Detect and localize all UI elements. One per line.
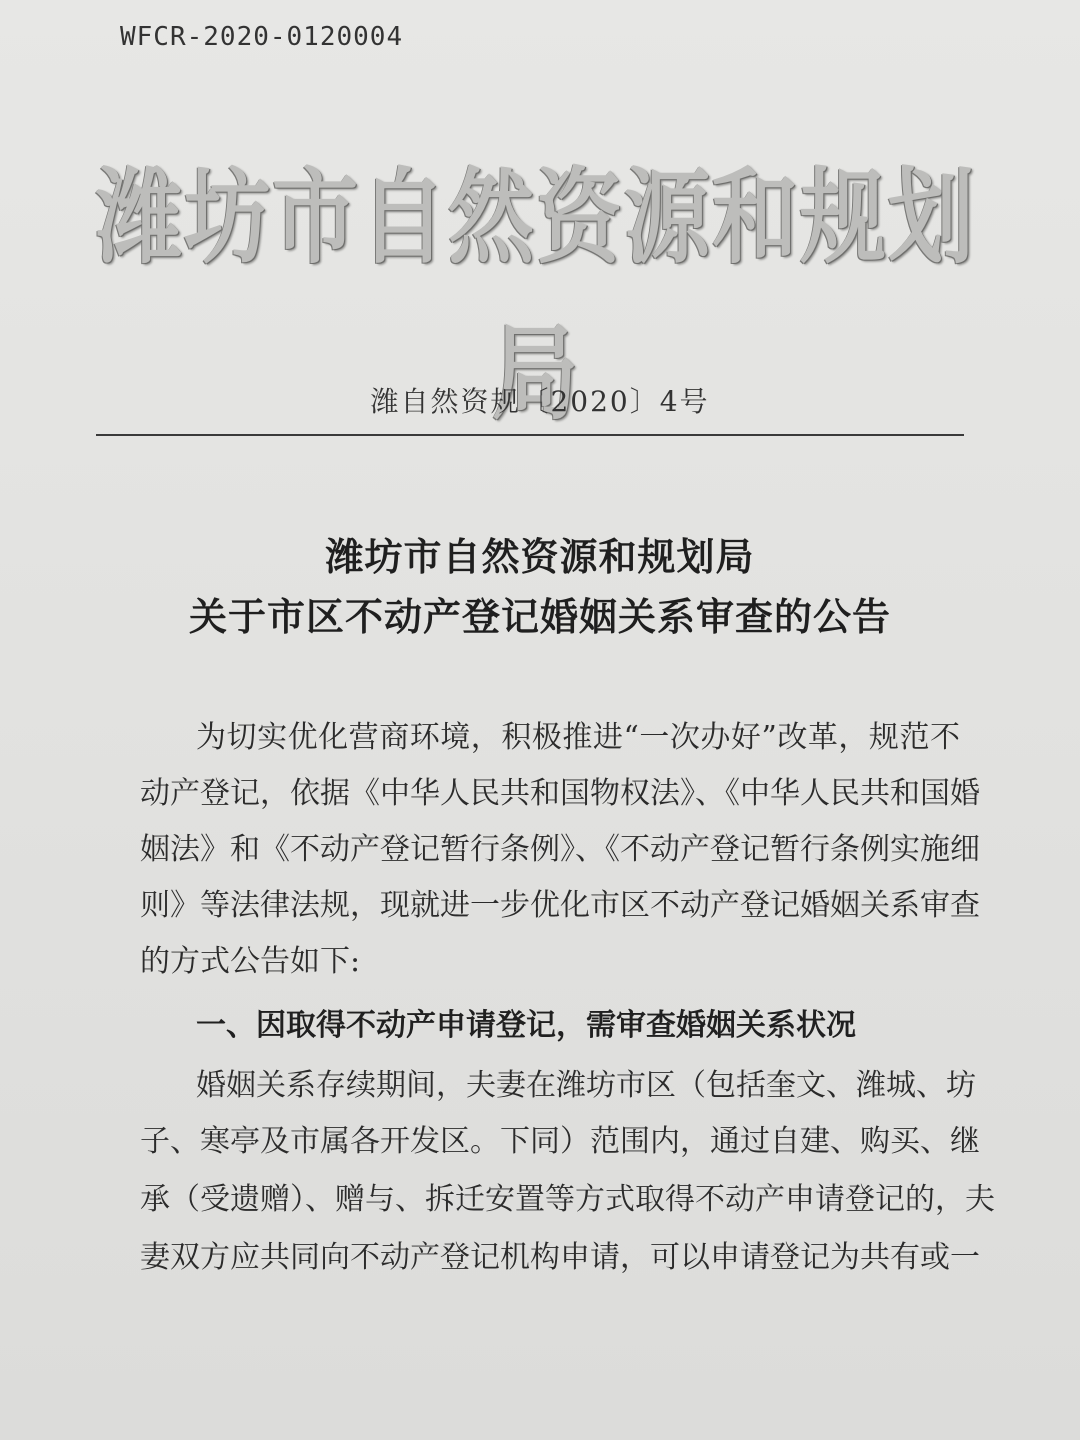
document-id: WFCR-2020-0120004 (120, 22, 404, 52)
paragraph1-line: 的方式公告如下: (140, 944, 361, 979)
notice-title-line2: 关于市区不动产登记婚姻关系审查的公告 (188, 595, 891, 639)
paragraph1-line: 为切实优化营商环境，积极推进“一次办好”改革，规范不 (196, 720, 960, 755)
paragraph2-line: 婚姻关系存续期间，夫妻在潍坊市区（包括奎文、潍城、坊 (196, 1068, 976, 1103)
paragraph1-line: 则》等法律法规，现就进一步优化市区不动产登记婚姻关系审查 (140, 888, 980, 923)
agency-letterhead-title: 潍坊市自然资源和规划局 (96, 158, 976, 434)
paragraph2-line: 妻双方应共同向不动产登记机构申请，可以申请登记为共有或一 (140, 1240, 980, 1275)
paragraph2-line: 承（受遗赠）、赠与、拆迁安置等方式取得不动产申请登记的，夫 (140, 1182, 995, 1217)
header-divider (96, 434, 964, 436)
document-number: 潍自然资规〔2020〕4号 (370, 385, 710, 418)
section-heading: 一、因取得不动产申请登记，需审查婚姻关系状况 (196, 1008, 856, 1043)
paragraph1-line: 姻法》和《不动产登记暂行条例》、《不动产登记暂行条例实施细 (140, 832, 980, 867)
notice-title-line1: 潍坊市自然资源和规划局 (325, 535, 755, 579)
paragraph2-line: 子、寒亭及市属各开发区。下同）范围内，通过自建、购买、继 (140, 1124, 980, 1159)
paragraph1-line: 动产登记，依据《中华人民共和国物权法》、《中华人民共和国婚 (140, 776, 980, 811)
